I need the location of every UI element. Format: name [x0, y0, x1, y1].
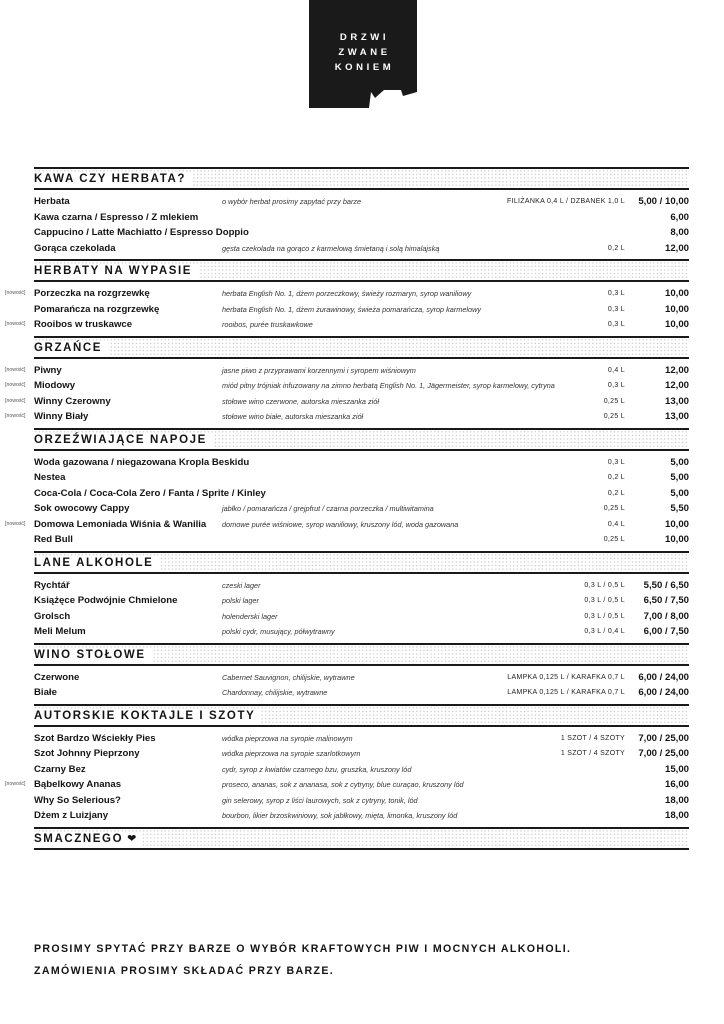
section-header — [34, 336, 689, 359]
item-description: Cabernet Sauvignon, chilijskie, wytrawne — [222, 672, 355, 682]
item-name: Piwny — [34, 364, 62, 376]
item-description: wódka pieprzowa na syropie malinowym — [222, 733, 353, 743]
item-name: Domowa Lemoniada Wiśnia & Wanilia — [34, 518, 207, 530]
new-badge: [nowość] — [5, 366, 26, 373]
item-name: Coca-Cola / Coca-Cola Zero / Fanta / Sprite / Kinley — [34, 487, 266, 499]
item-name: Kawa czarna / Espresso / Z mlekiem — [34, 211, 199, 223]
menu-item — [34, 578, 689, 594]
item-description: jabłko / pomarańcza / grejpfrut / czarna porzeczka / multiwitamina — [222, 504, 434, 513]
item-size: 0,3 L — [607, 321, 625, 328]
menu-item — [34, 225, 689, 241]
item-description: herbata English No. 1, dżem porzeczkowy, świeży rozmaryn, syrop waniliowy — [222, 289, 472, 298]
item-price: 12,00 — [664, 242, 689, 254]
closing-title — [34, 832, 142, 846]
item-size: 0,4 L — [607, 366, 625, 374]
footer-note-2: ZAMÓWIENIA PROSIMY SKŁADAĆ PRZY BARZE. — [34, 965, 335, 977]
new-badge: [nowość] — [5, 290, 26, 296]
item-name: Bąbelkowy Ananas — [34, 779, 122, 790]
item-price: 5,00 / 10,00 — [638, 196, 689, 207]
section-header — [34, 643, 689, 666]
logo-text — [309, 30, 417, 75]
heart-icon: ❤ — [127, 832, 137, 845]
item-name: Rychtář — [34, 579, 70, 591]
item-price: 10,00 — [664, 319, 689, 330]
section-title: AUTORSKIE KOKTAJLE I SZOTY — [34, 709, 261, 723]
item-name: Gorąca czekolada — [34, 242, 116, 254]
item-name: Winny Biały — [34, 411, 89, 422]
section-title: LANE ALKOHOLE — [34, 556, 159, 570]
menu-item — [5, 363, 689, 379]
item-name: Sok owocowy Cappy — [34, 503, 130, 514]
item-price: 12,00 — [664, 364, 689, 376]
item-name: Książęce Podwójnie Chmielone — [34, 595, 178, 606]
item-size: 0,3 L / 0,4 L — [584, 628, 625, 635]
item-description: polski lager — [222, 596, 259, 605]
menu-item — [34, 624, 689, 640]
item-size: 1 SZOT / 4 SZOTY — [560, 750, 625, 757]
item-name: Winny Czerowny — [34, 395, 111, 407]
new-badge: [nowość] — [5, 520, 26, 527]
closing-text: SMACZNEGO — [34, 832, 124, 845]
menu-item — [34, 455, 689, 471]
logo — [309, 0, 417, 108]
menu-item — [34, 593, 689, 609]
menu-item — [34, 731, 689, 747]
new-badge: [nowość] — [5, 382, 26, 388]
section-header — [34, 551, 689, 574]
item-name: Czerwone — [34, 671, 80, 683]
item-size: 0,2 L — [607, 489, 625, 497]
item-description: czeski lager — [222, 580, 261, 590]
item-name: Pomarańcza na rozgrzewkę — [34, 303, 160, 315]
logo-line-1: DRZWI — [339, 32, 390, 43]
item-price: 18,00 — [664, 794, 689, 806]
closing-header — [34, 827, 689, 850]
item-price: 6,50 / 7,50 — [643, 595, 689, 606]
menu-item — [5, 378, 689, 394]
item-size: 0,25 L — [603, 397, 625, 405]
menu-item — [5, 317, 689, 333]
item-price: 10,00 — [664, 303, 689, 315]
item-price: 15,00 — [664, 763, 689, 775]
item-name: Cappucino / Latte Machiatto / Espresso Doppio — [34, 227, 249, 238]
item-description: gęsta czekolada na gorąco z karmelową śmietaną i solą himalajską — [222, 243, 440, 253]
item-size: 0,3 L — [607, 382, 625, 389]
item-description: stołowe wino czerwone, autorska mieszanka ziół — [222, 396, 379, 406]
item-name: Nestea — [34, 472, 66, 483]
new-badge: [nowość] — [5, 321, 26, 327]
item-name: Szot Bardzo Wściekły Pies — [34, 732, 156, 744]
item-size: 0,3 L — [607, 305, 625, 313]
menu-item — [34, 210, 689, 226]
section-title: GRZAŃCE — [34, 341, 108, 355]
item-size: 0,3 L / 0,5 L — [584, 581, 625, 589]
new-badge: [nowość] — [5, 781, 26, 787]
item-name: Woda gazowana / niegazowana Kropla Beskidu — [34, 456, 250, 468]
section-header — [34, 167, 689, 190]
item-name: Porzeczka na rozgrzewkę — [34, 288, 150, 299]
item-size: 1 SZOT / 4 SZOTY — [560, 734, 625, 742]
item-description: o wybór herbat prosimy zapytać przy barze — [222, 197, 362, 206]
item-name: Grolsch — [34, 610, 71, 622]
logo-line-3: KONIEM — [334, 62, 395, 73]
item-price: 10,00 — [664, 534, 689, 545]
item-description: polski cydr, musujący, półwytrawny — [222, 627, 335, 636]
item-name: Czarny Bez — [34, 763, 86, 775]
item-description: stołowe wino białe, autorska mieszanka ziół — [222, 412, 364, 421]
menu-item — [34, 808, 689, 824]
new-badge: [nowość] — [5, 397, 26, 404]
item-size: LAMPKA 0,125 L / KARAFKA 0,7 L — [507, 689, 625, 696]
item-size: FILIŻANKA 0,4 L / DZBANEK 1,0 L — [507, 198, 625, 205]
menu-item — [34, 793, 689, 809]
menu-item — [5, 409, 689, 425]
item-size: 0,25 L — [603, 505, 625, 512]
item-description: wódka pieprzowa na syropie szarlotkowym — [222, 749, 361, 758]
section-header — [34, 259, 689, 282]
item-price: 6,00 / 7,50 — [643, 626, 689, 637]
item-name: Why So Selerious? — [34, 794, 121, 806]
item-price: 6,00 / 24,00 — [638, 671, 689, 683]
menu-item — [34, 501, 689, 517]
item-price: 6,00 — [670, 211, 689, 223]
item-size: 0,3 L — [607, 458, 625, 466]
item-description: holenderski lager — [222, 611, 278, 621]
menu-item — [34, 670, 689, 686]
menu-item — [34, 746, 689, 762]
logo-line-2: ZWANE — [338, 47, 391, 58]
item-name: Białe — [34, 687, 57, 698]
item-name: Meli Melum — [34, 626, 86, 637]
footer-note-1: PROSIMY SPYTAĆ PRZY BARZE O WYBÓR KRAFTOWYCH PIW I MOCNYCH ALKOHOLI. — [34, 943, 572, 955]
item-price: 5,50 / 6,50 — [643, 579, 689, 591]
item-size: 0,3 L — [607, 290, 625, 297]
item-description: gin selerowy, syrop z liści laurowych, sok z cytryny, tonik, lód — [222, 795, 418, 805]
item-name: Herbata — [34, 196, 70, 207]
item-price: 6,00 / 24,00 — [638, 687, 689, 698]
section-title: HERBATY NA WYPASIE — [34, 264, 198, 278]
item-description: domowe purée wiśniowe, syrop waniliowy, kruszony lód, woda gazowana — [222, 519, 459, 529]
item-size: 0,25 L — [603, 413, 625, 420]
menu-item — [34, 194, 689, 210]
item-description: miód pitny trójniak infuzowany na zimno herbatą English No. 1, Jägermeister, syrop karmelowy, cytryna — [222, 381, 555, 390]
footer-notes — [34, 938, 689, 982]
item-price: 7,00 / 8,00 — [643, 610, 689, 622]
menu-item — [34, 241, 689, 257]
new-badge: [nowość] — [5, 413, 26, 419]
menu-item — [34, 486, 689, 502]
item-name: Dżem z Luizjany — [34, 810, 109, 821]
item-price: 13,00 — [664, 411, 689, 422]
item-price: 5,00 — [670, 456, 689, 468]
item-size: 0,25 L — [603, 536, 625, 543]
item-size: LAMPKA 0,125 L / KARAFKA 0,7 L — [507, 673, 625, 681]
item-size: 0,4 L — [607, 520, 625, 528]
item-name: Miodowy — [34, 380, 76, 391]
item-description: rooibos, purée truskawkowe — [222, 320, 313, 329]
section-header — [34, 428, 689, 451]
menu-list — [5, 167, 689, 854]
menu-item — [34, 609, 689, 625]
menu-item — [34, 762, 689, 778]
menu-item — [34, 532, 689, 548]
menu-item — [34, 302, 689, 318]
item-price: 18,00 — [664, 810, 689, 821]
item-description: bourbon, likier brzoskwiniowy, sok jabłkowy, mięta, limonka, kruszony lód — [222, 811, 458, 820]
item-size: 0,2 L — [607, 474, 625, 481]
item-price: 5,50 — [670, 503, 689, 514]
item-name: Red Bull — [34, 534, 73, 545]
section-title: KAWA CZY HERBATA? — [34, 172, 192, 186]
menu-item — [5, 286, 689, 302]
menu-item — [5, 517, 689, 533]
item-description: cydr, syrop z kwiatów czarnego bzu, gruszka, kruszony lód — [222, 764, 412, 774]
item-price: 5,00 — [670, 472, 689, 483]
item-price: 13,00 — [664, 395, 689, 407]
item-size: 0,2 L — [607, 244, 625, 252]
section-title: ORZEŹWIAJĄCE NAPOJE — [34, 433, 213, 447]
item-name: Szot Johnny Pieprzony — [34, 748, 140, 759]
item-size: 0,3 L / 0,5 L — [584, 612, 625, 620]
menu-item — [5, 394, 689, 410]
item-size: 0,3 L / 0,5 L — [584, 597, 625, 604]
menu-item — [5, 777, 689, 793]
item-price: 7,00 / 25,00 — [638, 732, 689, 744]
item-description: proseco, ananas, sok z ananasa, sok z cytryny, blue curaçao, kruszony lód — [222, 780, 464, 789]
menu-item — [34, 470, 689, 486]
menu-item — [34, 685, 689, 701]
item-description: Chardonnay, chilijskie, wytrawne — [222, 688, 328, 697]
item-price: 10,00 — [664, 518, 689, 530]
section-title: WINO STOŁOWE — [34, 648, 152, 662]
item-price: 12,00 — [664, 380, 689, 391]
item-price: 16,00 — [664, 779, 689, 790]
item-price: 8,00 — [670, 227, 689, 238]
item-price: 7,00 / 25,00 — [638, 748, 689, 759]
section-header — [34, 704, 689, 727]
item-description: herbata English No. 1, dżem żurawinowy, świeża pomarańcza, syrop karmelowy — [222, 304, 482, 314]
item-price: 5,00 — [670, 487, 689, 499]
item-price: 10,00 — [664, 288, 689, 299]
item-name: Rooibos w truskawce — [34, 319, 133, 330]
item-description: jasne piwo z przyprawami korzennymi i syropem wiśniowym — [222, 365, 416, 375]
